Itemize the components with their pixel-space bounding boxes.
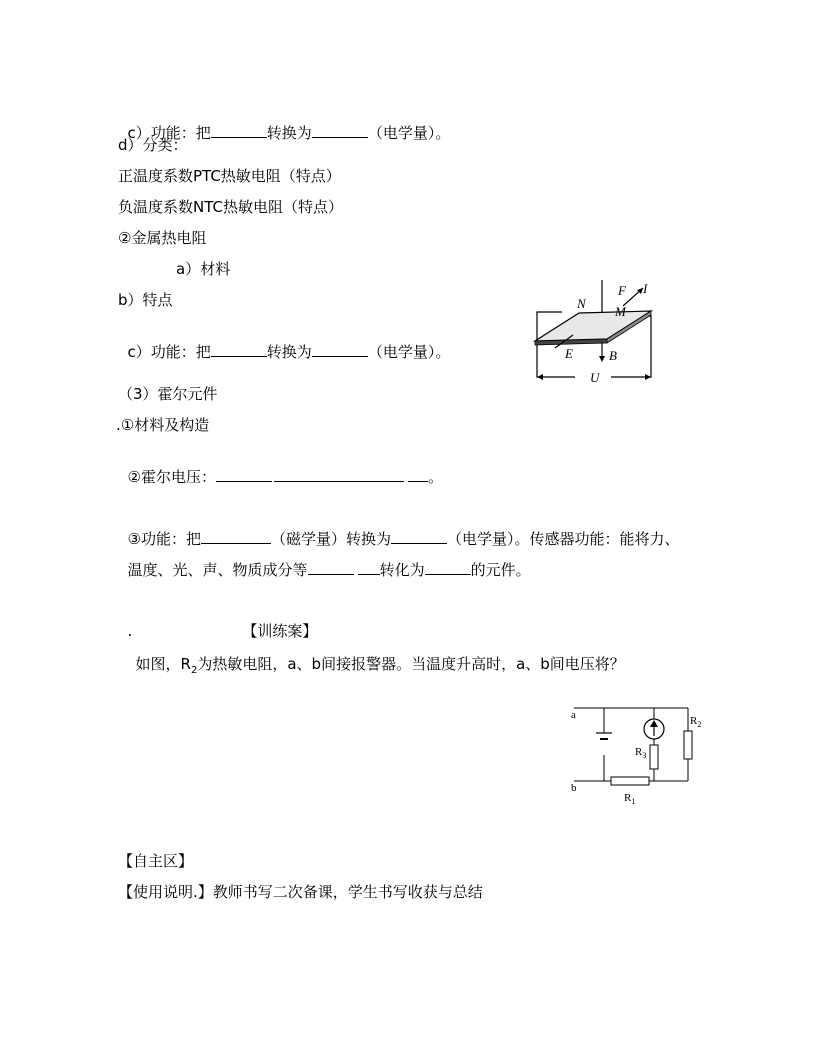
label-m: M (615, 304, 626, 319)
line-text: c）功能：把 (127, 343, 211, 361)
label-u: U (590, 370, 600, 385)
line-text: ③功能：把 (127, 530, 201, 548)
blank (211, 123, 267, 138)
line-c-function-2 (118, 322, 450, 362)
line-text: 温度、光、声、物质成分等 (127, 561, 308, 579)
line-self-section: 【自主区】 (118, 852, 194, 870)
label-e: E (565, 346, 573, 361)
section-title: 【训练案】 (242, 622, 318, 640)
label-n: N (577, 296, 586, 311)
label-r1: $R_1$ (624, 792, 636, 806)
blank (312, 123, 368, 138)
blank (408, 467, 428, 482)
line-text: （电学量）。 (367, 343, 451, 361)
line-hall-voltage (118, 447, 443, 487)
arrow-down-icon (599, 356, 605, 362)
line-text: 如图，R (135, 655, 191, 673)
resistor-r1 (611, 777, 649, 785)
label-b: B (609, 348, 617, 363)
line-ptc: 正温度系数PTC热敏电阻（特点） (118, 167, 341, 185)
line-ntc: 负温度系数NTC热敏电阻（特点） (118, 198, 343, 216)
line-text: （电学量）。 (367, 124, 451, 142)
arrow-right-icon (645, 374, 651, 380)
blank (216, 467, 272, 482)
line-text: 。 (428, 468, 444, 486)
line-sensor-function (118, 540, 531, 580)
blank (312, 342, 368, 357)
line-material-structure: .①材料及构造 (116, 416, 210, 434)
blank (425, 560, 471, 575)
line-text: （电学量）。传感器功能：能将力、 (447, 530, 680, 548)
blank (308, 560, 354, 575)
label-f: F (618, 283, 626, 298)
line-text: （磁学量）转换为 (271, 530, 392, 548)
subscript: 2 (190, 665, 198, 676)
line-b-feature: b）特点 (118, 291, 173, 309)
line-usage-note: 【使用说明.】教师书写二次备课，学生书写收获与总结 (118, 883, 483, 901)
line-text: 的元件。 (470, 561, 531, 579)
label-b: b (571, 782, 577, 794)
line-metal-resistor: ②金属热电阻 (118, 229, 207, 247)
line-text: 为热敏电阻，a、b间接报警器。当温度升高时，a、b间电压将？ (197, 655, 625, 673)
hall-element-figure (525, 278, 660, 388)
blank (358, 560, 380, 575)
label-r3: $R_3$ (635, 746, 647, 760)
line-text: 转换为 (266, 124, 312, 142)
line-text: 转化为 (379, 561, 425, 579)
resistor-r2 (684, 731, 692, 759)
blank (211, 342, 267, 357)
line-text: 转换为 (266, 343, 312, 361)
arrow-left-icon (537, 374, 543, 380)
label-i: I (643, 281, 648, 296)
line-text: . (127, 622, 133, 640)
resistor-r3 (650, 745, 658, 769)
label-a: a (571, 709, 576, 721)
circuit-figure (566, 703, 716, 808)
blank (274, 467, 404, 482)
label-r2: $R_2$ (690, 715, 702, 729)
line-d-classification: d）分类： (118, 136, 188, 154)
line-a-material: a）材料 (176, 260, 231, 278)
line-hall-element: （3）霍尔元件 (118, 385, 218, 403)
line-question (126, 634, 625, 681)
line-text: ②霍尔电压： (127, 468, 216, 486)
line-text: c）功能：把 (127, 124, 211, 142)
